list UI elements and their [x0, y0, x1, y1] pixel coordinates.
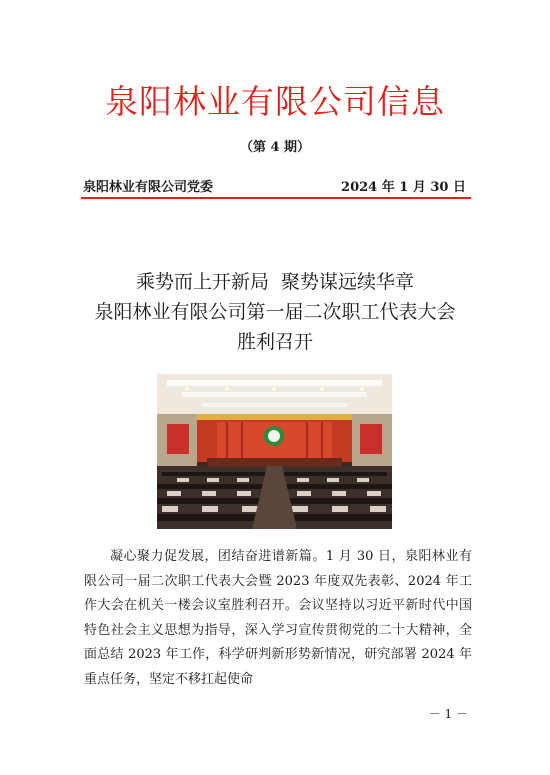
- page-number: － 1 －: [428, 707, 468, 721]
- article-title-line-2: 泉阳林业有限公司第一届二次职工代表大会: [94, 301, 456, 323]
- header-divider: [81, 197, 471, 199]
- publish-date: 2024 年 1 月 30 日: [341, 180, 466, 195]
- article-title-line-1: 乘势而上开新局 聚势谋远续华章: [135, 271, 415, 293]
- issue-number: （第 4 期）: [239, 140, 311, 155]
- masthead-title: 泉阳林业有限公司信息: [105, 82, 445, 121]
- article-title-line-3: 胜利召开: [236, 331, 313, 353]
- publisher: 泉阳林业有限公司党委: [83, 180, 214, 195]
- article-body: 凝心聚力促发展，团结奋进谱新篇。1 月 30 日，泉阳林业有限公司一届二次职工代表大会暨 2023 年度双先表彰、2024 年工作大会在机关一楼会议室胜利召开。会议坚持以习近平新时代中国特色社会主义思想为指导，深入学习宣传贯彻党的二十大精神，全面总结 2023 年工作，科学研判新形势新情况，研究部署 2024 年重点任务，坚定不移扛起使命: [84, 549, 472, 687]
- meeting-photo: [157, 374, 392, 529]
